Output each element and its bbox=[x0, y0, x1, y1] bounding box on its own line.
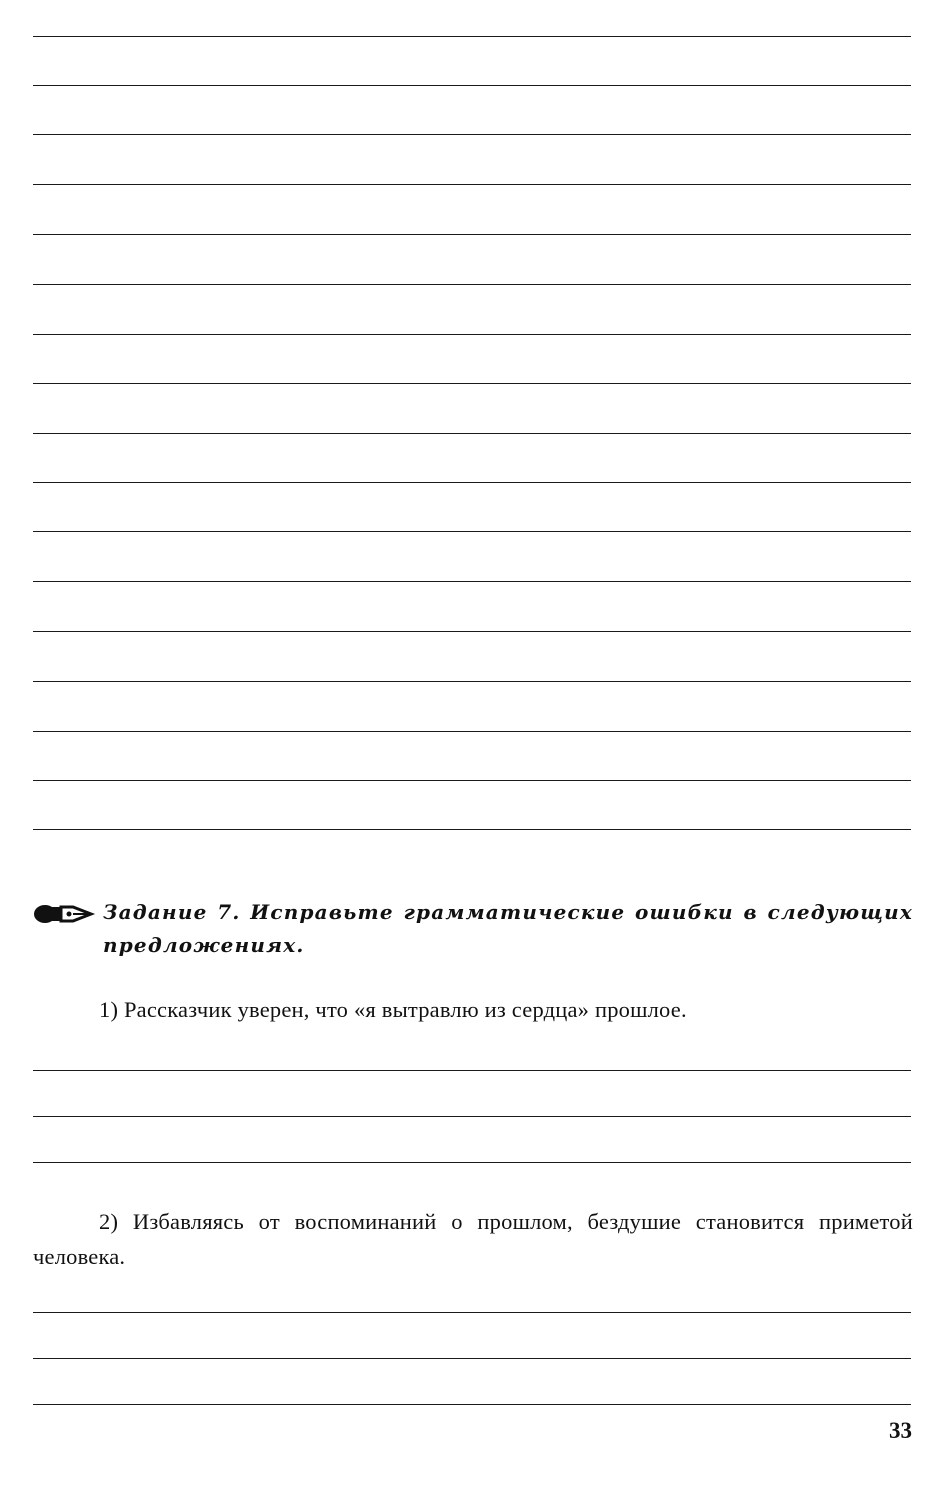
answer-line bbox=[33, 1116, 911, 1117]
writing-line bbox=[33, 581, 911, 582]
writing-line bbox=[33, 829, 911, 830]
writing-line bbox=[33, 780, 911, 781]
page-number: 33 bbox=[889, 1418, 912, 1443]
writing-line bbox=[33, 234, 911, 235]
writing-line bbox=[33, 85, 911, 86]
task-block bbox=[33, 896, 913, 962]
writing-line bbox=[33, 433, 911, 434]
writing-line bbox=[33, 482, 911, 483]
answer-line bbox=[33, 1404, 911, 1405]
writing-line bbox=[33, 383, 911, 384]
answer-line bbox=[33, 1312, 911, 1313]
answer-line bbox=[33, 1162, 911, 1163]
writing-line bbox=[33, 36, 911, 37]
writing-line bbox=[33, 184, 911, 185]
task-heading: Задание 7. Исправьте грамматические ошибки в следующих предложениях. bbox=[103, 900, 913, 957]
pen-nib-icon bbox=[33, 902, 97, 926]
writing-line bbox=[33, 284, 911, 285]
sentence-2: 2) Избавляясь от воспоминаний о прошлом, бездушие становится приметой человека. bbox=[33, 1209, 913, 1269]
sentence-1: 1) Рассказчик уверен, что «я вытравлю из сердца» прошлое. bbox=[99, 997, 687, 1022]
writing-line bbox=[33, 334, 911, 335]
answer-line bbox=[33, 1070, 911, 1071]
writing-line bbox=[33, 631, 911, 632]
writing-line bbox=[33, 731, 911, 732]
writing-line bbox=[33, 681, 911, 682]
answer-line bbox=[33, 1358, 911, 1359]
writing-line bbox=[33, 134, 911, 135]
writing-line bbox=[33, 531, 911, 532]
